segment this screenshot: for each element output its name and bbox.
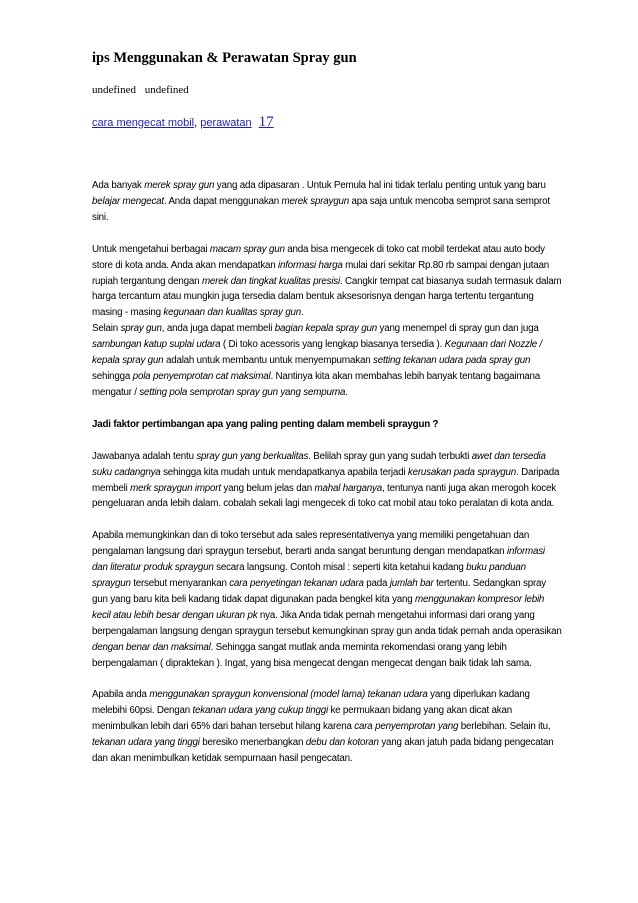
emphasis-text: jumlah bar — [389, 578, 434, 590]
body-text: yang menempel di spray gun dan juga — [376, 323, 539, 335]
emphasis-text: tekanan udara yang tinggi — [92, 737, 200, 749]
emphasis-text: spray gun yang berkualitas — [196, 450, 309, 462]
body-text: tertentu. Sedangkan spray gun yang baru kita beli kadang tidak dapat digunakan pada bengkel kita yang — [92, 578, 547, 605]
meta-value-1: undefined — [92, 84, 136, 96]
body-text: , anda juga dapat membeli — [161, 323, 275, 335]
body-text: . Nantinya kita akan membahas lebih banyak tentang bagaimana mengatur / — [92, 370, 541, 398]
body-text: berlebihan. Selain itu, — [458, 721, 551, 733]
body-text: beresiko menerbangkan — [199, 737, 306, 749]
emphasis-text: cara penyemprotan yang — [354, 721, 459, 733]
body-text: anda bisa mengecek di toko cat mobil terdekat atau auto body store di kota anda. Anda akan mendapatkan — [92, 243, 545, 271]
body-text: . Cangkir tempat cat biasanya sudah termasuk dalam harga tercantum atau mungkin juga tersedia dalam bentuk aksesorisnya dengan harga tertentu tergantung masing - masing — [92, 275, 562, 319]
emphasis-text: setting pola semprotan spray gun yang sempurna — [139, 386, 346, 398]
body-text: mulai dari sekitar Rp.80 rb sampai dengan jutaan rupiah tergantung dengan — [92, 259, 549, 287]
body-text: tersebut menyarankan — [130, 578, 230, 590]
body-text: yang diperlukan kadang melebihi 60psi. Dengan — [92, 689, 530, 717]
emphasis-text: spray gun — [120, 323, 162, 335]
body-text: ke permukaan bidang yang akan dicat akan menimbulkan lebih dari 65% dari bahan tersebut hilang karena — [92, 705, 512, 733]
body-text: . Daripada membeli — [92, 466, 560, 494]
body-text: . Anda dapat menggunakan — [163, 195, 282, 207]
comment-count-link[interactable]: 17 — [258, 114, 274, 130]
body-text: Selain — [92, 323, 121, 335]
body-text: yang belum jelas dan — [220, 482, 315, 494]
body-text: ( Di toko acessoris yang lengkap biasanya tersedia ). — [220, 339, 445, 351]
emphasis-text: debu dan kotoran — [305, 737, 379, 749]
paragraph-1 — [92, 178, 562, 226]
paragraph-6 — [92, 687, 562, 767]
body-text: . — [301, 307, 304, 319]
meta-line — [92, 84, 189, 96]
emphasis-text: menggunakan spraygun konvensional (model lama) tekanan udara — [149, 689, 428, 701]
body-text: sehingga — [92, 370, 133, 382]
emphasis-text: bagian kepala spray gun — [274, 323, 377, 335]
meta-value-2: undefined — [144, 84, 189, 96]
emphasis-text: informasi dan literatur produk spraygun — [92, 546, 545, 574]
emphasis-text: informasi harga — [278, 259, 343, 271]
body-text: , tentunya nanti juga akan merogoh kocek pengeluaran anda lebih dalam. cobalah sekali lagi mengecek di toko cat mobil atau toko peralatan di kota anda. — [92, 482, 556, 510]
paragraph-5 — [92, 528, 562, 671]
emphasis-text: tekanan udara yang cukup tinggi — [192, 705, 328, 717]
emphasis-text: menggunakan kompresor lebih kecil atau lebih besar dengan ukuran pk — [92, 593, 545, 621]
body-text: yang ada dipasaran . Untuk Pemula hal ini tidak terlalu penting untuk yang baru — [214, 180, 546, 191]
emphasis-text: mahal harganya — [314, 482, 383, 494]
tag-link-cara-mengecat-mobil[interactable]: cara mengecat mobil — [92, 117, 195, 129]
body-text: . Belilah spray gun yang sudah terbukti — [308, 450, 472, 462]
emphasis-text: sambungan katup suplai udara — [92, 339, 221, 351]
body-text: Apabila memungkinkan dan di toko tersebut ada sales representativenya yang memiliki pengetahuan dan pengalaman langsung dari spraygun tersebut, berarti anda sangat beruntung dengan mendapatkan — [92, 530, 530, 558]
emphasis-text: merek spraygun — [281, 195, 349, 207]
body-text: apa saja untuk mencoba semprot sana semprot sini. — [92, 195, 550, 223]
tag-line — [92, 114, 274, 131]
emphasis-text: merek spray gun — [144, 180, 215, 191]
body-text: Ada banyak — [92, 180, 145, 191]
body-text: adalah untuk membantu untuk menyempurnakan — [163, 355, 374, 367]
body-text: secara langsung. Contoh misal : seperti kita ketahui kadang — [213, 562, 467, 574]
emphasis-text: setting tekanan udara pada spray gun — [373, 355, 531, 367]
emphasis-text: macam spray gun — [209, 243, 285, 255]
body-text: Jawabanya adalah tentu — [92, 450, 197, 462]
emphasis-text: kegunaan dan kualitas spray gun — [163, 307, 301, 319]
section-question: Jadi faktor pertimbangan apa yang paling penting dalam membeli spraygun ? — [92, 418, 439, 430]
paragraph-4 — [92, 449, 562, 513]
body-text: Apabila anda — [92, 689, 150, 701]
body-text: yang akan jatuh pada bidang pengecatan dan akan menimbulkan ketidak sempurnaan hasil pengecatan. — [92, 737, 554, 765]
emphasis-text: Kegunaan dari Nozzle / kepala spray gun — [92, 339, 543, 367]
body-text: . Sehingga sangat mutlak anda meminta rekomendasi orang yang lebih berpengalaman ( dipraktekan ). Ingat, yang bisa mengecat dengan mengecat dengan baik tidak lah sama. — [92, 641, 532, 669]
body-text: nya. Jika Anda tidak pernah mengetahui informasi dari orang yang berpengalaman langsung dengan spraygun tersebut kemungkinan spray gun anda tidak pernah anda operasikan — [92, 609, 562, 637]
body-text: Untuk mengetahui berbagai — [92, 243, 210, 255]
emphasis-text: buku panduan spraygun — [92, 562, 526, 590]
paragraph-2 — [92, 242, 562, 322]
body-text: sehingga kita mudah untuk mendapatkanya apabila terjadi — [160, 466, 408, 478]
article-body — [92, 178, 562, 783]
emphasis-text: dengan benar dan maksimal — [92, 641, 211, 653]
emphasis-text: merk spraygun import — [130, 482, 221, 494]
emphasis-text: cara penyetingan tekanan udara — [229, 578, 364, 590]
emphasis-text: pola penyemprotan cat maksimal — [132, 370, 271, 382]
paragraph-3 — [92, 321, 562, 401]
document-title: ips Menggunakan & Perawatan Spray gun — [92, 50, 357, 66]
emphasis-text: kerusakan pada spraygun — [407, 466, 517, 478]
emphasis-text: awet dan tersedia suku cadangnya — [92, 450, 546, 478]
emphasis-text: belajar mengecat — [92, 195, 164, 207]
body-text: . — [345, 386, 348, 398]
tag-link-perawatan[interactable]: perawatan — [200, 117, 252, 129]
emphasis-text: merek dan tingkat kualitas presisi — [201, 275, 340, 287]
tag-separator: , — [194, 117, 198, 129]
body-text: pada — [363, 578, 390, 590]
